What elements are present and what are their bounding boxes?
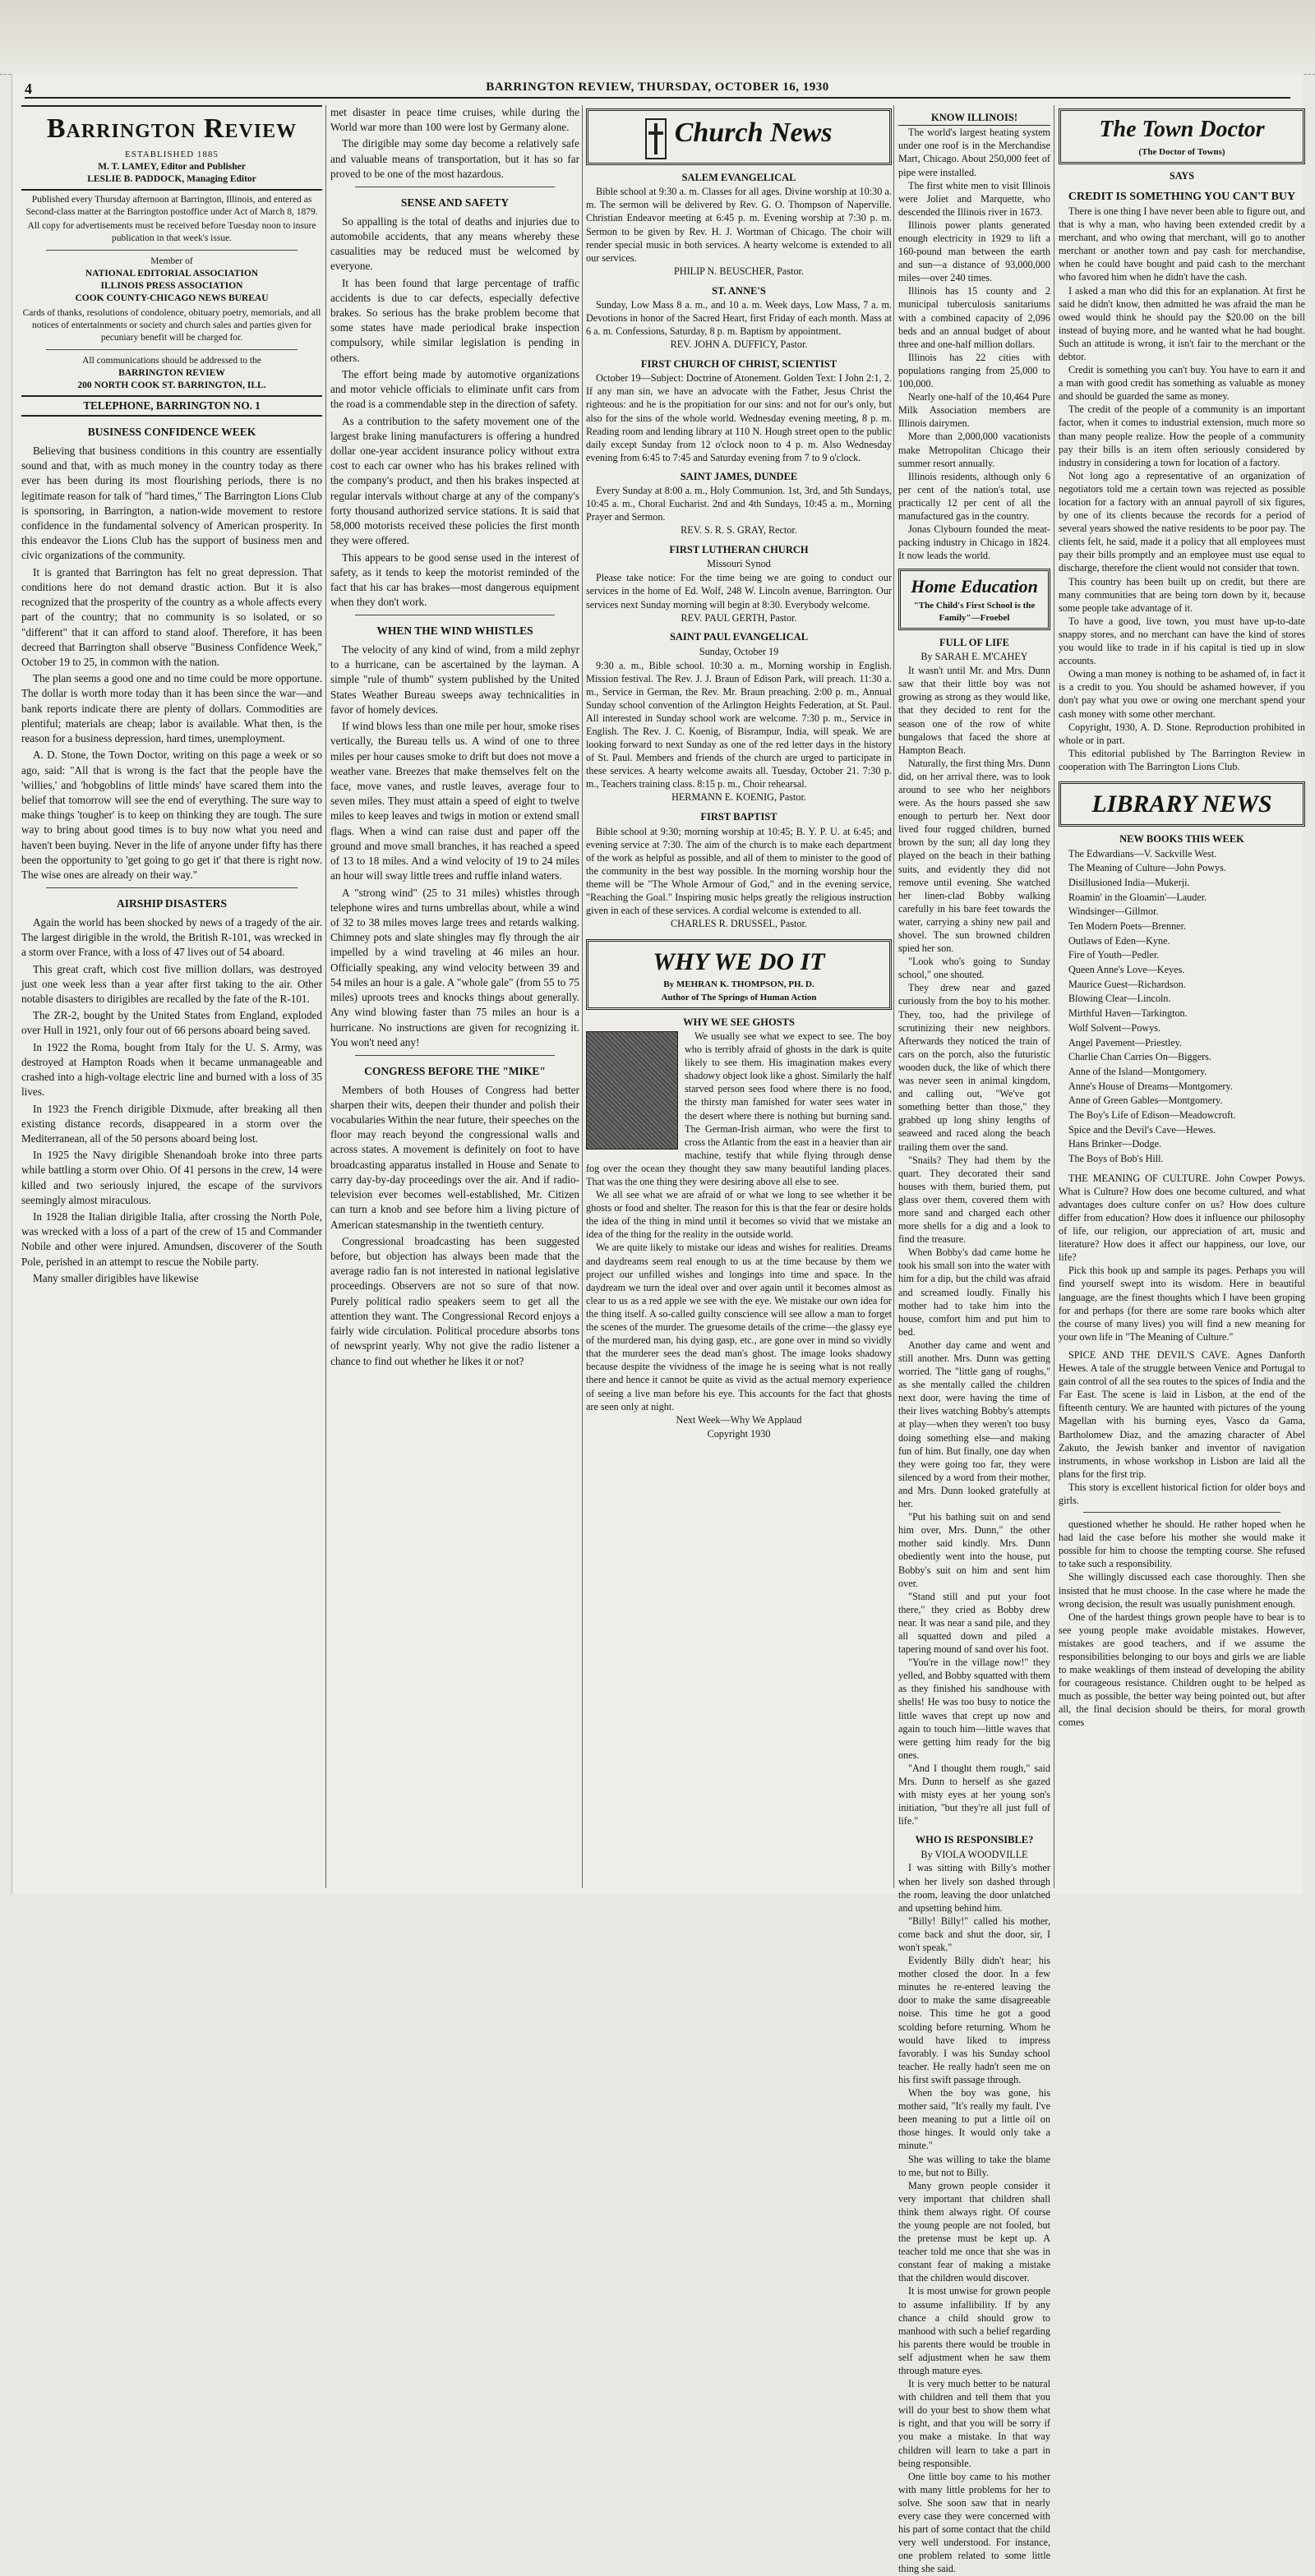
- book-list-item: The Edwardians—V. Sackville West.: [1068, 847, 1217, 859]
- paragraph: She willingly discussed each case thoroughly. Then she insisted that he must choose. In the case where he made the wrong decision, the result was usually punishment enough.: [1059, 1571, 1305, 1610]
- masthead-established: ESTABLISHED 1885: [125, 149, 219, 159]
- paragraph: The velocity of any kind of wind, from a mild zephyr to a hurricane, can be ascertained by the layman. A simple "rule of thumb" system published by the United States Weather Bureau sweeps away technicalities in favor of homely devices.: [330, 643, 579, 716]
- paragraph: "Put his bathing suit on and send him over, Mrs. Dunn," the other mother said kindly. Mrs. Dunn obediently went into the house, put Bobby's suit on him and sent him over.: [898, 1511, 1050, 1589]
- paragraph: Illinois has 22 cities with populations ranging from 25,000 to 100,000.: [898, 351, 1050, 390]
- paragraph: We usually see what we expect to see. The boy who is terribly afraid of ghosts in the dark is quite likely to see them. His imagination makes every shadowy object look like a ghost. Similarly the half starved person sees food where there is no food, the thirsty man famished for water sees water in the desert where there is nothing but burning sand. The German-Irish airman, who were the first to cross the Atlantic from the east in a heavier than air machine, testify that while flying through dense fog over the ocean they thought they saw many beautiful landing places. That was the one thing they were desiring above all else to see.: [586, 1030, 892, 1188]
- author-portrait: [586, 1031, 678, 1150]
- paragraph: If wind blows less than one mile per hour, smoke rises vertically, the Bureau tells us. A wind of one to three miles per hour causes smoke to drift but does not move a weather vane. Breezes that make themselves felt on the face, move vanes, and rustle leaves, average four to seven miles. They must attain a speed of eight to twelve miles to keep leaves and twigs in motion or extend small flags. When a wind can raise dust and paper off the ground and move small branches, it has reached a speed of 13 to 18 miles. And a wind velocity of 19 to 24 miles an hour will sway little trees and ruffle inland waters.: [330, 720, 579, 882]
- paragraph: Many grown people consider it very important that children shall think them always right. Of course the young people are not fooled, but the pretense must be kept up. A teacher told me once that she was in constant fear of making a mistake that the children would discover.: [898, 2179, 1050, 2284]
- headline: KNOW ILLINOIS!: [898, 111, 1050, 126]
- headline: BUSINESS CONFIDENCE WEEK: [87, 426, 256, 439]
- book-list-item: Hans Brinker—Dodge.: [1068, 1138, 1162, 1150]
- library-title: LIBRARY NEWS: [1091, 790, 1272, 818]
- church-pastor: REV. PAUL GERTH, Pastor.: [681, 611, 797, 624]
- paragraph: When Bobby's dad came home he took his small son into the water with him for a dip, but the child was afraid and screamed loudly. Finally his mother had to take him into the house, comfort him and put him to bed.: [898, 1247, 1050, 1338]
- paragraph: The dirigible may some day become a relatively safe and valuable means of transportation, but it has so far proved to be one of the most hazardous.: [330, 137, 579, 180]
- home-subtitle: "The Child's First School is the Family"—Froebel: [913, 600, 1036, 623]
- paragraph: This story is excellent historical fiction for older boys and girls.: [1059, 1481, 1305, 1506]
- book-list-item: Angel Pavement—Priestley.: [1068, 1036, 1182, 1048]
- byline: By VIOLA WOODVILLE: [920, 1848, 1028, 1860]
- book-list-item: Spice and the Devil's Cave—Hewes.: [1068, 1123, 1216, 1136]
- paragraph: We are quite likely to mistake our ideas and wishes for realities. Dreams and daydreams seem real enough to us at the time because by them we project our unfilled wishes and longings into time and space. In the daydream we turn the ideal over and over again until it becomes almost as clear to us as a red apple we see with the eye. We mistake our own idea for the thing itself. A so-called guilty conscience will see allow a man to forget the scenes of the murder. The gruesome details of the crime—the glassy eye of the murdered man, his dying gasp, etc., are gone over in mind so vividly that the murderer sees the dead man's ghost. The image looks shadowy because despite the vividness of the image he is seeing what is not really there and hence it cannot be quite as vivid as the actual memory experience of seeing a live man before his eye. This accounts for the fact that ghosts are seen only at night.: [586, 1242, 892, 1412]
- church-notice: October 19—Subject: Doctrine of Atonement. Golden Text: I John 2:1, 2. If any man sin, we have an advocate with the Father, Jesus Christ the righteous: and he is the propitiation for our sins: and not for our's only, but also for the sins of the whole world. Wednesday evening meeting, 8 p. m. Reading room and lending library at 110 N. Hough street open to the public daily except Sunday from 12 o'clock noon to 4 p. m. Also Wednesday evening from 6:45 to 7:45 and Saturday evening from 7 to 9 o'clock.: [586, 372, 892, 463]
- church-heading: FIRST BAPTIST: [700, 811, 777, 823]
- church-news-title: Church News: [674, 118, 833, 148]
- masthead-title: Barrington Review: [46, 113, 298, 144]
- church-subheading: Missouri Synod: [707, 558, 771, 570]
- paragraph: It is very much better to be natural with children and tell them that you will do your best to show them what is right, and that you will be sorry if you make a mistake. In that way children will learn to take a part in being responsible.: [898, 2378, 1050, 2469]
- paragraph: A "strong wind" (25 to 31 miles) whistles through telephone wires and turns umbrellas about, while a wind of 32 to 38 miles moves large trees and retards walking. Chimney pots and slate shingles may fly through the air impelled by a wind traveling at 46 miles an hour. Officially speaking, any wind velocity between 39 and 54 miles an hour is a gale. A "whole gale" (from 55 to 75 miles) uproots trees and knocks things about generally. Any wind blowing faster than 75 miles an hour is a hurricane. No instructions are given for recognizing it. You won't need any!: [330, 886, 579, 1048]
- book-list-item: Anne of Green Gables—Montgomery.: [1068, 1094, 1223, 1107]
- ads-note: All copy for advertisements must be received before Tuesday noon to insure publication in that week's issue.: [27, 220, 316, 243]
- church-notice: Sunday, Low Mass 8 a. m., and 10 a. m. Week days, Low Mass, 7 a. m. Devotions in honor of the Sacred Heart, first Friday of each month. Mass at 6 a. m. Confessions, Saturday, 8 p. m. Baptism by appointment.: [586, 298, 892, 338]
- paragraph: A. D. Stone, the Town Doctor, writing on this page a week or so ago, said: "All that is wrong is the fact that the people have the 'willies,' and 'hobgoblins of little minds' have scared them into the belief that tomorrow will see the end of everything. The sure way to make things 'tougher' is to keep on thinking they are tough. The sure way to bring about good times is to buy now what you need and haven't been buying. Never in the life of anyone under fifty has there been the opportunity to 'get going to go get it' that there is right now. The wise ones are already on their way.": [21, 749, 322, 882]
- paragraph: They drew near and gazed curiously from the boy to his mother. They, too, had the privilege of scrutinizing their new neighbors. Afterwards they noticed the train of cars on the porch, also the futuristic wooden duck, the like of which there was never seen in animal kingdom, and calling out, "We've got something better than those," they grabbed up long shiny lengths of seaweed and raced along the beach trailing them over the sand.: [898, 982, 1050, 1153]
- header-rule: [25, 97, 1290, 99]
- headline: WHO IS RESPONSIBLE?: [915, 1834, 1034, 1846]
- headline: AIRSHIP DISASTERS: [117, 897, 227, 910]
- next-week: Next Week—Why We Applaud: [676, 1413, 802, 1426]
- column-town-doctor-library: [1059, 105, 1305, 1888]
- paragraph: To have a good, live town, you must have up-to-date snappy stores, and no merchant can have the kind of stores you would like to trade in if his capital is tied up in slow accounts.: [1059, 615, 1305, 667]
- church-notice: Bible school at 9:30; morning worship at 10:45; B. Y. P. U. at 6:45; and evening service at 7:30. The aim of the church is to make each department of the work as helpful as possible, and all of them to minister to the good of the community in the best way possible. In the morning worship hour the theme will be "The Whole Armour of God," and in the evening service, "Reaching the Goal." Inspiring music helps greatly the religious instruction given in each of these services. A cordial welcome is extended to all.: [586, 825, 892, 917]
- church-pastor: REV. JOHN A. DUFFICY, Pastor.: [670, 339, 808, 351]
- paragraph: I asked a man who did this for an explanation. At first he said he didn't know, then admitted he was afraid the man he owed would think he should pay the $20.00 on the bill instead of buying more, and he wanted what he had bought. Such an attitude is wrong, it isn't fair to the merchant or the debtor.: [1059, 284, 1305, 362]
- why-byline: By MEHRAN K. THOMPSON, PH. D.: [663, 979, 814, 990]
- why-author: Author of The Springs of Human Action: [661, 992, 817, 1002]
- column-illinois-home: [898, 105, 1050, 2575]
- byline: By SARAH E. M'CAHEY: [920, 651, 1028, 663]
- book-list-item: Fire of Youth—Pedler.: [1068, 949, 1160, 961]
- paragraph: It wasn't until Mr. and Mrs. Dunn saw that their little boy was not growing as strong as they would like, that they decided to rent for the season one of the row of white bungalows that faced the shore at Hampton Beach.: [898, 665, 1050, 756]
- book-list-item: The Boys of Bob's Hill.: [1068, 1153, 1164, 1165]
- book-list-item: The Boy's Life of Edison—Meadowcroft.: [1068, 1108, 1236, 1121]
- page-number: 4: [25, 81, 32, 97]
- paragraph: It is granted that Barrington has felt no great depression. That conditions here do not demand drastic action. But it is also recognized that the prosperity of the country as a whole affects every part of the country; that no community is so isolated, or so "different" that it can afford to stand aloof. Therefore, it has been decreed that Barrington shall observe "Business Confidence Week," October 19 to 25, in common with the nation.: [21, 565, 322, 668]
- paragraph: In 1925 the Navy dirigible Shenandoah broke into three parts while battling a storm over Ohio. Of 41 persons in the crew, 14 were killed and two seriously injured, the escape of the survivors seemingly almost miraculous.: [21, 1149, 322, 1206]
- page-header: [0, 79, 1315, 100]
- paragraph: The first white men to visit Illinois were Joliet and Marquette, who descended the Illinois river in 1673.: [898, 179, 1050, 218]
- paragraph: Jonas Clybourn founded the meat-packing industry in Chicago in 1824. It now leads the world.: [898, 523, 1050, 562]
- member-label: Member of: [150, 256, 193, 266]
- paragraph: One little boy came to his mother with many little problems for her to solve. She soon saw that in nearly every case they were concerned with his part of some contact that the child very well understood. For instance, one problem related to some little thing she said.: [898, 2470, 1050, 2575]
- paragraph: The credit of the people of a community is an important factor, when it comes to industrial extension, much more so than many people realize. How the people of a community pay their bills is an item often seriously considered by industry in considering a town for location of a factory.: [1059, 403, 1305, 468]
- paragraph: So appalling is the total of deaths and injuries due to automobile accidents, that any means whereby these casualities may be reduced must be welcomed by everyone.: [330, 214, 579, 273]
- church-heading: FIRST CHURCH OF CHRIST, SCIENTIST: [640, 357, 837, 370]
- paragraph: Naturally, the first thing Mrs. Dunn did, on her arrival there, was to look around to see who her neighbors were. As the hours passed she saw enough to perturb her. Next door lived four rugged children, burned brown by the sun; all day long they played on the beach in their bathing suits, and evidently they did not remove until evening. She watched her linen-clad Bobby walking carefully in his bare feet towards the water, carrying a shiny new pail and shovel. The sun browned children spied her son.: [898, 757, 1050, 955]
- column-church-news: [586, 105, 892, 1888]
- headline: CONGRESS BEFORE THE "MIKE": [364, 1064, 546, 1077]
- book-list-item: Maurice Guest—Richardson.: [1068, 978, 1186, 990]
- editorial-note: This editorial published by The Barrington Review in cooperation with The Barrington Lions Club.: [1059, 747, 1305, 772]
- church-heading: ST. ANNE'S: [712, 284, 766, 297]
- paragraph: Pick this book up and sample its pages. Perhaps you will find yourself swept into its wisdom. Here in beautiful language, are the finest thoughts which I have been groping for and perhaps (for there are some rare books which alter the course of many lives) you will find a new meaning for your own life in "The Meaning of Culture.": [1059, 1265, 1305, 1343]
- doctor-subtitle: (The Doctor of Towns): [1138, 146, 1225, 157]
- divider: [355, 1055, 555, 1056]
- paragraph: One of the hardest things grown people have to bear is to see young people make avoidable mistakes. However, mistakes are good teachers, and if we assume the responsibilities belonging to our boys and girls we are liable to make weaklings of them instead of developing the ability for courageous resistance. Children ought to be helped as much as possible, the better way being pointed out, but after all, the final decision should be theirs, for moral growth comes: [1059, 1611, 1305, 1729]
- paragraph: When the boy was gone, his mother said, "It's really my fault. I've been meaning to put a little oil on those hinges. It would only take a minute.": [898, 2087, 1050, 2152]
- church-notice: Bible school at 9:30 a. m. Classes for all ages. Divine worship at 10:30 a. m. The sermon will be delivered by Rev. G. O. Thompson of Naperville. Christian Endeavor meeting at 6:45 p. m. Evening worship at 7:30 p. m. Sermon to be given by Rev. H. J. Wortman of Chicago. The choir will render special music in both services. A hearty welcome is extended to all our services.: [586, 186, 892, 264]
- book-list-item: Wolf Solvent—Powys.: [1068, 1021, 1161, 1034]
- church-notice: Please take notice: For the time being we are going to conduct our services in the home of Ed. Wolf, 248 W. Lincoln avenue, Barrington. Our services next Sunday morning will begin at 8:30. Everybody welcome.: [586, 572, 892, 611]
- home-title: Home Education: [911, 576, 1038, 597]
- paragraph: It has been found that large percentage of traffic accidents is due to car defects, especially defective brakes. So serious has the brake problem become that some states have made periodical brake inspection compulsory, while similar legislation is pending in others.: [330, 276, 579, 364]
- paragraph: Not long ago a representative of an organization of negotiators told me a certain town was rejected as possible location for a factory with an annual payroll of six figures, by one of its clients because the records for a period of several years showed the native residents to be poor pay. The clients felt, he said, made it a policy that all employees must pay their bills promptly and an employee must use equal to discharge, therefore the client would not consider that town.: [1059, 469, 1305, 574]
- headline: NEW BOOKS THIS WEEK: [1119, 833, 1244, 846]
- book-list-item: Roamin' in the Gloamin'—Lauder.: [1068, 891, 1207, 903]
- book-list-item: Mirthful Haven—Tarkington.: [1068, 1007, 1188, 1020]
- paragraph: The ZR-2, bought by the United States from England, exploded over Hull in 1921, only four out of 66 persons aboard being saved.: [21, 1009, 322, 1037]
- paragraph: Believing that business conditions in this country are essentially sound and that, with as much money in the country today as there ever has been during its most flourishing periods, there is no legitimate reason for talk of "hard times," The Barrington Lions Club is sponsoring, in Barrington, a nation-wide movement to restore confidence in the fundamental solvency of American prosperity. In this endeavor the Lions Club has the support of business men and civic organizations of the community.: [21, 444, 322, 562]
- headline: SENSE AND SAFETY: [400, 196, 510, 210]
- divider: [46, 250, 298, 251]
- book-list-item: Ten Modern Poets—Brenner.: [1068, 920, 1186, 933]
- church-heading: FIRST LUTHERAN CHURCH: [669, 544, 809, 556]
- address-line: 200 NORTH COOK ST. BARRINGTON, ILL.: [77, 380, 266, 391]
- church-notice: 9:30 a. m., Bible school. 10:30 a. m., Morning worship in English. Mission festival. The Rev. J. J. Braun of Edison Park, will preach. 11:30 a. m., Service in German, the Rev. Mr. Braun preaching. 2:00 p. m., Annual Sunday school convention of the Arlington Heights Federation, at St. Paul. All interested in Sunday school work are welcome. 7:30 p. m., Service in English. The Rev. J. C. Koenig, of Bisrampur, India, will speak. We are looking forward to next Sunday as one of the red letter days in the history of St. Paul. Members and friends of the church are urged to participate in these services. A hearty welcome awaits all. Tuesday, October 21. 7:30 p. m., Teachers training class. 8:15 p. m., Choir rehearsal.: [586, 659, 892, 790]
- running-header: BARRINGTON REVIEW, THURSDAY, OCTOBER 16, 1930: [486, 81, 829, 94]
- paragraph: It is most unwise for grown people to assume infallibility. If by any chance a child should grow to manhood with such a belief regarding his parents there would be trouble in self adjustment when he saw them through mature eyes.: [898, 2285, 1050, 2377]
- masthead-editor: M. T. LAMEY, Editor and Publisher: [98, 162, 246, 173]
- church-news-banner: [586, 108, 892, 165]
- cross-icon: [645, 118, 667, 159]
- paragraph: "Billy! Billy!" called his mother, come back and shut the door, sir, I won't speak.": [898, 1915, 1050, 1954]
- paragraph: "And I thought them rough," said Mrs. Dunn to herself as she gazed with misty eyes at her young son's initiation, "but they're all just full of life.": [898, 1762, 1050, 1827]
- paragraph: "You're in the village now!" they yelled, and Bobby squatted with them as they finished his sandhouse with shells! He was too busy to notice the little waves that crept up now and again to touch him—little waves that were getting him ready for the big ones.: [898, 1657, 1050, 1761]
- cards-note: Cards of thanks, resolutions of condolence, obituary poetry, memorials, and all notices of entertainments or society and church sales and parties given for pecuniary benefit will be charged for.: [22, 308, 321, 343]
- library-news-banner: [1059, 781, 1305, 827]
- book-list-item: Charlie Chan Carries On—Biggers.: [1068, 1051, 1211, 1063]
- paragraph: I was sitting with Billy's mother when her lively son dashed through the room, leaving the door unlatched and upsetting behind him.: [898, 1862, 1050, 1914]
- doctor-says: SAYS: [1169, 169, 1195, 182]
- book-list-item: Disillusioned India—Mukerji.: [1068, 876, 1190, 888]
- column-rule: [893, 105, 894, 1888]
- paragraph: She was willing to take the blame to me, but not to Billy.: [898, 2153, 1050, 2178]
- paragraph: We all see what we are afraid of or what we long to see whether it be ghosts or food and shelter. The reason for this is that the fear or desire holds the idea of the thing in mind until it becomes so vivid that we mistake an idea of the thing for the reality in the outside world.: [586, 1189, 892, 1241]
- divider: [46, 349, 298, 350]
- church-heading: SAINT PAUL EVANGELICAL: [669, 631, 809, 643]
- paragraph: met disaster in peace time cruises, while during the World war more than 100 were lost by Germany alone.: [330, 106, 579, 134]
- member-org: ILLINOIS PRESS ASSOCIATION: [100, 280, 243, 291]
- paragraph: "Snails? They had them by the quart. They decorated their sand houses with them, buried them, put glass over them, covered them with more sand and charged each other more shells for a dig and a look to find the treasure.: [898, 1154, 1050, 1246]
- address-name: BARRINGTON REVIEW: [118, 368, 225, 379]
- paragraph: Illinois residents, although only 6 per cent of the nation's total, use practically 12 per cent of all the manufactured gas in the country.: [898, 470, 1050, 522]
- paragraph: As a contribution to the safety movement one of the largest brake lining manufacturers is offering a hundred dollar one-year accident insurance policy without extra cost to each car owner who has his brakes relined with the company's product, and then his brakes inspected at regular intervals without charge at any of the company's forty thousand authorized service stations. It is said that 58,000 motorists received these policies the first month they were offered.: [330, 414, 579, 547]
- book-list: [1059, 847, 1305, 1167]
- copyright: Copyright 1930: [707, 1427, 771, 1440]
- church-pastor: HERMANN E. KOENIG, Pastor.: [671, 791, 806, 804]
- headline: CREDIT IS SOMETHING YOU CAN'T BUY: [1068, 190, 1296, 203]
- paragraph: The world's largest heating system under one roof is in the Merchandise Mart, Chicago. About 250,000 feet of pipe were installed.: [898, 127, 1050, 178]
- church-pastor: PHILIP N. BEUSCHER, Pastor.: [673, 265, 804, 277]
- paragraph: Many smaller dirigibles have likewise: [33, 1271, 199, 1284]
- why-we-do-it-banner: [586, 939, 892, 1010]
- paragraph: Another day came and went and still another. Mrs. Dunn was getting worried. The "little gang of roughs," as she mentally called the children next door, were having the time of their lives watching Bobby's attempts at play—when they weren't too busy doing something else—and making fun of him. But finally, one day when they were going too far, they were silenced by a word from their mother, and Mrs. Dunn looked gratefully at her.: [898, 1339, 1050, 1510]
- address-note: All communications should be addressed to the: [82, 356, 261, 366]
- book-list-item: Windsinger—Gillmor.: [1068, 906, 1159, 918]
- column-rule: [325, 105, 326, 1888]
- scanned-page-top-margin: [0, 0, 1315, 75]
- publishing-note: Published every Thursday afternoon at Barrington, Illinois, and entered as Second-class matter at the Barrington postoffice under Act of March 8, 1879.: [25, 194, 318, 217]
- book-list-item: Queen Anne's Love—Keyes.: [1068, 964, 1185, 976]
- church-heading: SALEM EVANGELICAL: [681, 171, 796, 183]
- church-heading: SAINT JAMES, DUNDEE: [680, 470, 798, 482]
- member-org: NATIONAL EDITORIAL ASSOCIATION: [85, 268, 259, 279]
- church-subheading: Sunday, October 19: [699, 645, 779, 657]
- divider: [46, 887, 298, 888]
- paragraph: SPICE AND THE DEVIL'S CAVE. Agnes Danforth Hewes. A tale of the struggle between Venice and Portugal to gain control of all the sea routes to the spices of India and the Far East. The scene is laid in Lisbon, at the end of the fifteenth century. We are haunted with pictures of the young Magellan with his burning eyes, Vasco da Gama, Bartholomew Diaz, and the amazing character of Abel Zakuto, the Jewish banker and inventor of navigation instruments, in whose workshop in Lisbon are laid all the plans for the first trip.: [1059, 1348, 1305, 1480]
- paragraph: In 1923 the French dirigible Dixmude, after breaking all then existing distance records, disappeared in a storm over the Mediterranean, all of the 50 persons aboard being lost.: [21, 1102, 322, 1145]
- paragraph: Again the world has been shocked by news of a tragedy of the air. The largest dirigible in the wrold, the British R-101, was wrecked in a storm over France, with a loss of 47 lives out of 54 aboard.: [21, 915, 322, 959]
- paragraph: More than 2,000,000 vacationists make Metropolitan Chicago their summer resort annually.: [898, 431, 1050, 469]
- paragraph: This appears to be good sense used in the interest of safety, as it tends to keep the motorist reminded of the fact that his car has brakes—most dangerous equipment when they don't work.: [330, 551, 579, 609]
- church-notice: Every Sunday at 8:00 a. m., Holy Communion. 1st, 3rd, and 5th Sundays, 10:45 a. m., Choral Eucharist. 2nd and 4th Sundays, 10:45 a. m., Morning Prayer and Sermon.: [586, 485, 892, 523]
- paragraph: "Look who's going to Sunday school," one shouted.: [898, 956, 1050, 981]
- why-title: WHY WE DO IT: [653, 948, 825, 975]
- column-editorial-2: [330, 105, 579, 1888]
- paragraph: In 1922 the Roma, bought from Italy for the U. S. Army, was destroyed at Hampton Roads when it became unmanageable and crashed into a high-voltage electric line and burned with a loss of 35 lives.: [21, 1040, 322, 1099]
- masthead-managing-editor: LESLIE B. PADDOCK, Managing Editor: [87, 174, 256, 185]
- member-org: COOK COUNTY-CHICAGO NEWS BUREAU: [75, 293, 269, 303]
- copyright: Copyright, 1930, A. D. Stone. Reproduction prohibited in whole or in part.: [1059, 721, 1305, 746]
- paragraph: This country has been built up on credit, but there are many communities that are being torn down by it, because some people take advantage of it.: [1059, 575, 1305, 614]
- paragraph: "Stand still and put your foot there," they cried as Bobby drew near. It was near a sand pile, and they all squatted down and piled a tapering mound of sand over his foot.: [898, 1590, 1050, 1656]
- book-list-item: Anne's House of Dreams—Montgomery.: [1068, 1080, 1233, 1092]
- doctor-title: The Town Doctor: [1099, 117, 1265, 142]
- paragraph: Illinois has 15 county and 2 municipal tuberculosis sanitariums with a combined capacity of 2,096 beds and an annual budget of about three and one-half million dollars.: [898, 285, 1050, 350]
- paragraph: Congressional broadcasting has been suggested before, but objection has always been made that the average radio fan is not interested in national legislative proceedings. Observers are not so sure of that now. Purely political radio speakers seem to get all the attention they want. The Congressional Record enjoys a fairly wide circulation. Political procedure absorbs tons of newsprint yearly. Why not give the radio listener a chance to find out whether he likes it or not?: [330, 1234, 579, 1367]
- masthead: [21, 105, 322, 191]
- column-editorial-1: [21, 105, 322, 1888]
- paragraph: This great craft, which cost five million dollars, was destroyed just one week less than a year after first taking to the air. Other notable disasters to dirigibles are recalled by the fate of the R-101.: [21, 962, 322, 1005]
- church-pastor: CHARLES R. DRUSSEL, Pastor.: [671, 918, 807, 930]
- paragraph: questioned whether he should. He rather hoped when he had laid the case before his mother she would make it possible for him to choose the tempting course. She refused to take such a responsibility.: [1059, 1518, 1305, 1570]
- divider: [1083, 1512, 1280, 1513]
- church-pastor: REV. S. R. S. GRAY, Rector.: [681, 524, 797, 537]
- paragraph: Nearly one-half of the 10,464 Pure Milk Association members are Illinois dairymen.: [898, 391, 1050, 430]
- paragraph: Members of both Houses of Congress had better sharpen their wits, deepen their thunder and polish their vocabularies Within the near future, their speeches on the floor may reach beyond the congressional walls and across states. A movement is definitely on foot to have broadcasting apparatus installed in House and Senate to carry day-by-day proceedings over the air. And if radio-television ever becomes well-established, Mr. Citizen can turn a knob and see before him a living picture of American statesmanship in the twentieth century.: [330, 1083, 579, 1231]
- telephone: TELEPHONE, BARRINGTON NO. 1: [21, 395, 322, 417]
- headline: WHY WE SEE GHOSTS: [683, 1016, 795, 1028]
- paragraph: THE MEANING OF CULTURE. John Cowper Powys. What is Culture? How does one become cultured, and what advantages does culture confer on us? How does culture differ from education? How does it influence our philosophy of life, our religion, our appreciation of art, music and literature? How does it affect our happiness, our love, our life?: [1059, 1172, 1305, 1264]
- book-list-item: Blowing Clear—Lincoln.: [1068, 993, 1171, 1005]
- headline: FULL OF LIFE: [939, 637, 1009, 649]
- paragraph: Credit is something you can't buy. You have to earn it and a man with good credit has something as valuable as money and should be guarded the same as money.: [1059, 364, 1305, 403]
- column-rule: [582, 105, 583, 1888]
- paragraph: Illinois power plants generated enough electricity in 1929 to lift a 160-pound man between the earth and sun—a distance of 93,000,000 miles—over 240 times.: [898, 219, 1050, 284]
- paragraph: The plan seems a good one and no time could be more opportune. The dollar is worth more today than it has been since the war—and bank reports indicate there are plenty of dollars. Commodities are plentiful; materials are cheap; labor is available. What then, is the reason for a business depression, hard times, unemployment.: [21, 672, 322, 745]
- paragraph: Evidently Billy didn't hear; his mother closed the door. In a few minutes he re-entered leaving the door to make the same disagreeable noise. This time he got a good scolding before returning. Whom he would have liked to impress favorably. I was his Sunday school teacher. He really hadn't seen me on his first swift passage through.: [898, 1955, 1050, 2085]
- paragraph: There is one thing I have never been able to figure out, and that is why a man, who having been extended credit by a merchant, and who owing that merchant, will go to another merchant or another town and pay cash for merchandise, when he could have bought and paid cash to the merchant who favored him when he didn't have the cash.: [1059, 205, 1305, 283]
- home-education-banner: [898, 569, 1050, 630]
- book-list-item: Outlaws of Eden—Kyne.: [1068, 934, 1170, 947]
- paragraph: The effort being made by automotive organizations and motor vehicle officials to eliminate unfit cars from the road is a commendable step in the direction of safety.: [330, 367, 579, 411]
- headline: WHEN THE WIND WHISTLES: [376, 624, 533, 638]
- paragraph: In 1928 the Italian dirigible Italia, after crossing the North Pole, was wrecked with a loss of a part of the crew of 15 and Commander Nobile and other were injured. Amundsen, discoverer of the South Pole, perished in an attempt to rescue the Nobile party.: [21, 1210, 322, 1268]
- paragraph: Owing a man money is nothing to be ashamed of, in fact it is a credit to you. You should be ashamed however, if you don't pay what you owe or owing one merchant spend your cash money with some other merchant.: [1059, 668, 1305, 720]
- book-list-item: Anne of the Island—Montgomery.: [1068, 1065, 1207, 1077]
- town-doctor-banner: [1059, 108, 1305, 164]
- book-list-item: The Meaning of Culture—John Powys.: [1068, 862, 1226, 874]
